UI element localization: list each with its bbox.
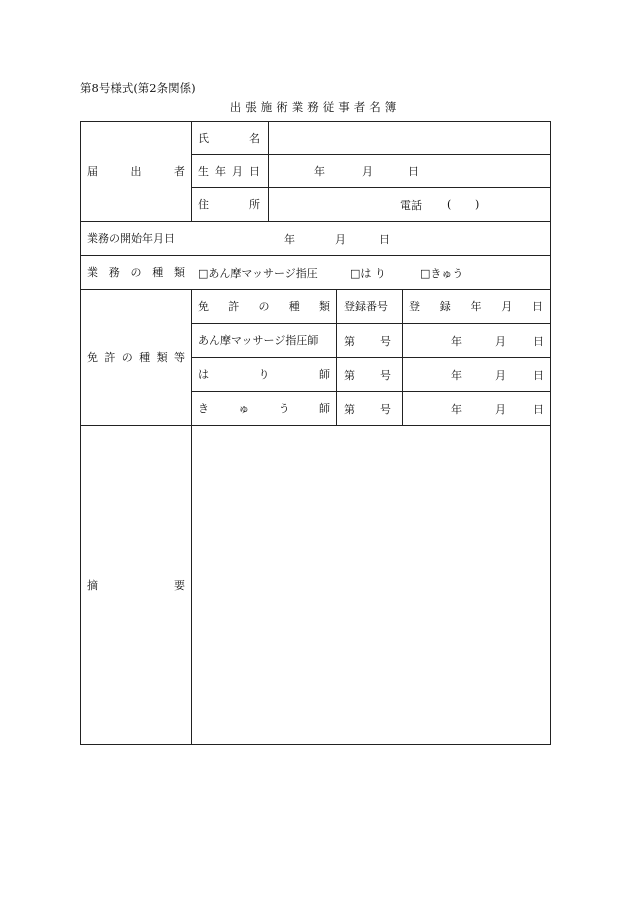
day-unit: 日 [533,368,544,382]
address-field[interactable] [269,188,550,221]
label-char: 許 [228,300,240,313]
no-prefix: 第 [344,368,355,382]
label-char: 日 [532,300,543,313]
label-char: 生 [198,164,209,178]
reg-no-field[interactable] [337,324,402,357]
border-line [80,744,551,745]
reg-date-field[interactable] [403,392,550,425]
license-type-hari [198,357,330,391]
label-char: 業 [87,266,98,279]
remarks-label [87,425,185,744]
label-char: 許 [104,351,116,364]
label-char: 務 [108,266,120,279]
month-unit: 月 [495,368,506,382]
label-char: う [278,402,290,415]
no-suffix: 号 [380,368,391,382]
business-type-label [87,255,185,289]
label-char: 種 [152,266,164,279]
label-char: 類 [156,351,168,364]
no-prefix: 第 [344,402,355,416]
label-char: 録 [439,300,451,313]
day-unit: 日 [408,165,419,178]
label-char: 師 [319,368,330,381]
label-char: 等 [173,351,185,364]
label-char: 者 [174,165,185,178]
license-type-kyu [198,391,330,425]
birthdate-field[interactable] [269,155,550,187]
license-type-anma: あん摩マッサージ指圧師 [198,334,319,347]
form-number: 第8号様式(第2条関係) [80,81,196,95]
reg-no-header: 登録番号 [344,300,388,313]
month-unit: 月 [335,232,346,246]
label-char: 年 [215,164,226,178]
label-char: の [130,266,142,279]
phone-label: 電話 [400,198,422,212]
remarks-field[interactable] [192,426,550,744]
label-char: の [258,300,270,313]
label-char: 免 [198,300,209,313]
label-char: ゅ [238,402,250,415]
reg-date-field[interactable] [403,358,550,391]
reg-date-field[interactable] [403,324,550,357]
name-label [198,121,260,154]
reg-no-field[interactable] [337,358,402,391]
day-unit: 日 [533,334,544,348]
checkbox-anma[interactable]: □あん摩マッサージ指圧 [198,266,318,280]
year-unit: 年 [284,232,295,246]
form-title: 出張施術業務従事者名簿 [229,100,401,114]
label-char: 登 [409,300,420,313]
label-char: 要 [174,578,185,592]
notifier-label [87,121,185,221]
label-char: は [198,368,209,381]
roster-form-table [80,121,551,745]
label-char: 年 [470,300,482,313]
name-field[interactable] [269,122,550,154]
reg-no-field[interactable] [337,392,402,425]
month-unit: 月 [362,165,373,178]
label-char: 師 [318,402,330,415]
label-char: 種 [139,351,151,364]
label-char: 月 [232,164,243,178]
year-unit: 年 [451,334,462,348]
birthdate-label [198,154,260,187]
phone-paren-open: ( [447,198,452,211]
label-char: 摘 [87,578,98,592]
start-date-label: 業務の開始年月日 [87,232,175,245]
no-prefix: 第 [344,334,355,348]
label-char: 届 [87,165,98,178]
license-type-header [198,289,330,323]
border-line [80,121,81,745]
label-char: 類 [319,300,330,313]
label-char: 所 [249,198,260,211]
label-char: 類 [174,266,185,279]
phone-paren-close: ) [475,198,480,211]
label-char: 名 [249,131,260,145]
label-char: 月 [501,300,513,313]
border-line [550,121,551,745]
checkbox-kyu[interactable]: □きゅう [420,266,464,280]
label-char: の [121,351,133,364]
day-unit: 日 [379,232,390,246]
label-char: き [198,402,209,415]
year-unit: 年 [451,368,462,382]
label-char: 住 [198,198,209,211]
month-unit: 月 [495,334,506,348]
checkbox-hari[interactable]: □は り [350,266,386,280]
license-label [87,289,185,425]
day-unit: 日 [533,402,544,416]
reg-date-header [409,289,543,323]
label-char: 出 [130,165,142,178]
month-unit: 月 [495,402,506,416]
business-type-field [192,256,550,289]
label-char: 免 [87,351,98,364]
label-char: 種 [288,300,300,313]
start-date-field[interactable] [192,222,550,255]
no-suffix: 号 [380,402,391,416]
label-char: 氏 [198,131,209,145]
year-unit: 年 [314,165,325,178]
border-line [191,121,192,221]
label-char: り [258,368,270,381]
year-unit: 年 [451,402,462,416]
address-label [198,187,260,221]
no-suffix: 号 [380,334,391,348]
label-char: 日 [249,164,260,178]
